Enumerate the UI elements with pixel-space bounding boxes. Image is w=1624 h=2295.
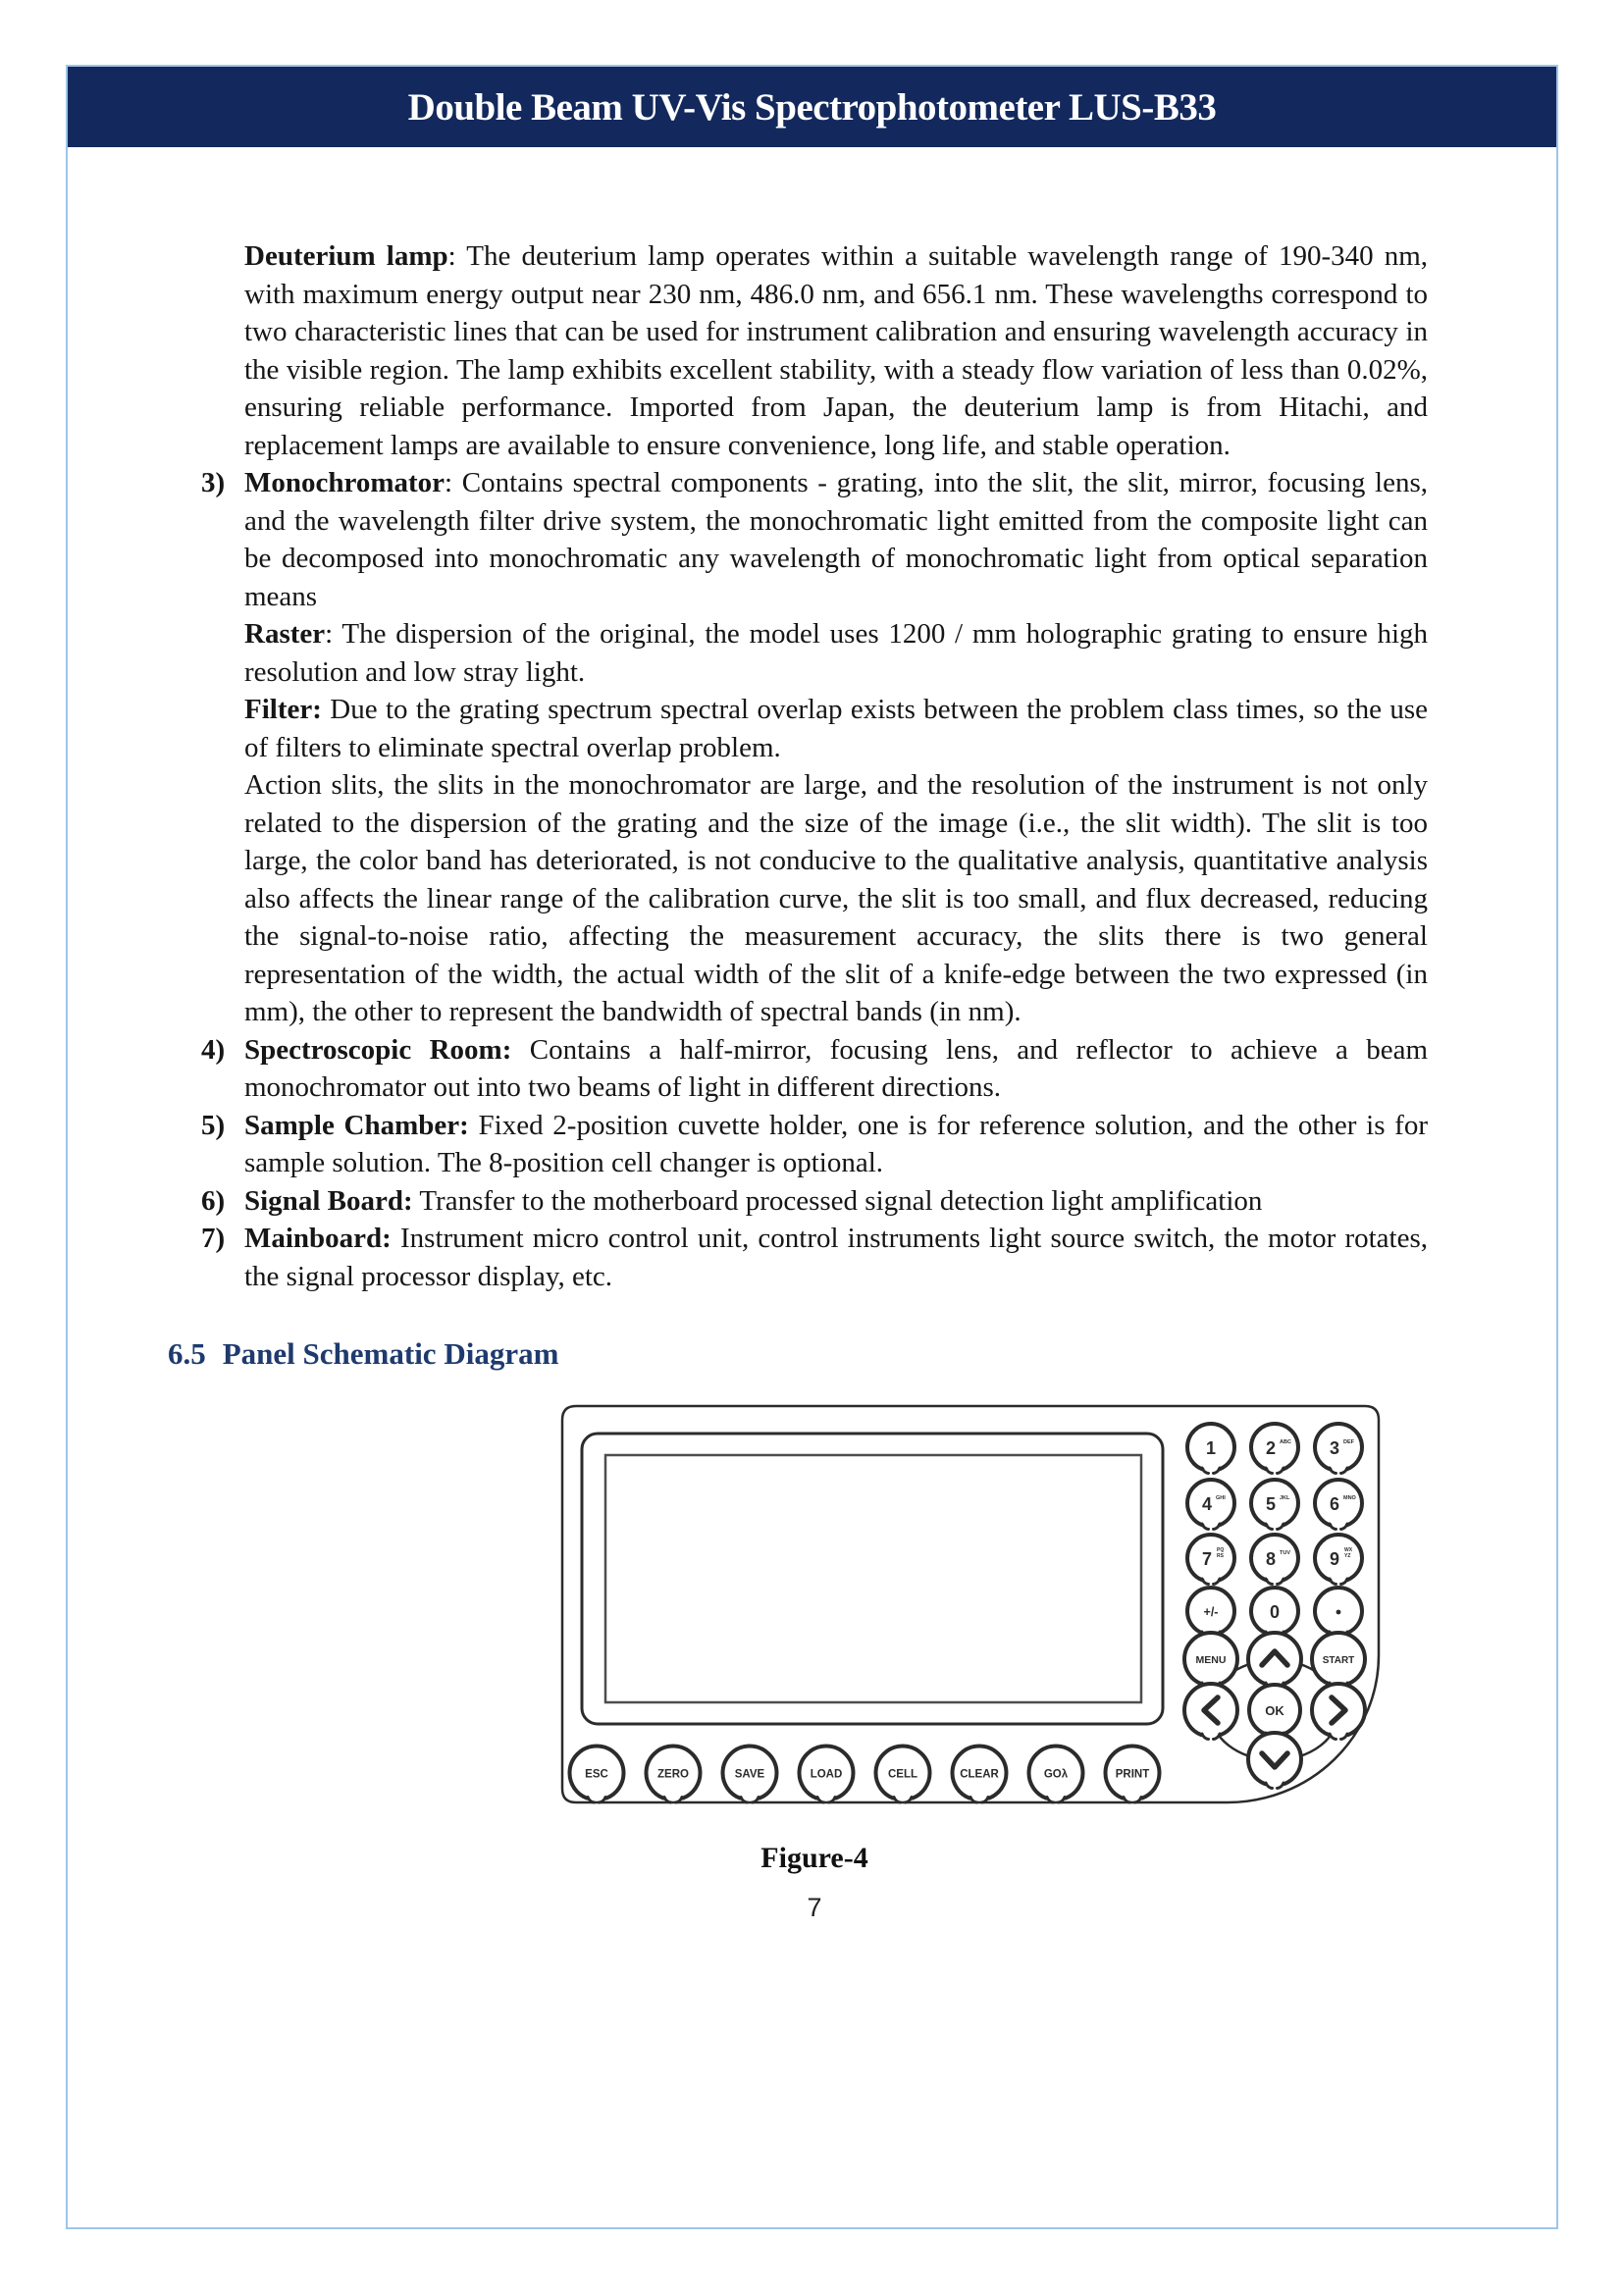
key-dot-button xyxy=(1315,1588,1362,1638)
key-6-button xyxy=(1315,1480,1362,1530)
monochromator-paragraph xyxy=(244,464,1428,615)
spectroscopic-room-text: Contains a half-mirror, focusing lens, and reflector to achieve a beam monochromator out into two beams of light in different directions. xyxy=(244,1033,1428,1103)
load-button xyxy=(800,1747,854,1803)
spectroscopic-room-paragraph xyxy=(244,1031,1428,1107)
signal-board-text: Transfer to the motherboard processed signal detection light amplification xyxy=(412,1184,1263,1217)
svg-text:LOAD: LOAD xyxy=(810,1768,843,1781)
page-content xyxy=(68,237,1556,1923)
svg-text:7: 7 xyxy=(1201,1549,1213,1569)
figure-caption: Figure-4 xyxy=(760,1842,868,1874)
svg-text:GHI: GHI xyxy=(1216,1495,1226,1501)
key-4-button xyxy=(1187,1480,1234,1530)
save-button xyxy=(723,1747,777,1803)
section-heading xyxy=(168,1334,1428,1374)
cell-button xyxy=(876,1747,930,1803)
section-number: 6.5 xyxy=(168,1336,206,1371)
mainboard-text: Instrument micro control unit, control instruments light source switch, the motor rotates, the signal processor display, etc. xyxy=(244,1223,1428,1292)
title-bar xyxy=(68,67,1556,147)
page-frame xyxy=(66,65,1558,2229)
filter-text: Due to the grating spectrum spectral overlap exists between the problem class times, so the use of filters to eliminate spectral overlap problem. xyxy=(244,694,1428,763)
action-slits-paragraph xyxy=(244,766,1428,1031)
zero-button xyxy=(647,1747,701,1803)
deuterium-lamp-paragraph xyxy=(244,237,1428,464)
key-3-button xyxy=(1315,1424,1362,1474)
up-arrow-button xyxy=(1248,1633,1301,1689)
list-item-6-number: 6) xyxy=(201,1184,226,1217)
deuterium-lamp-lead: Deuterium lamp xyxy=(244,240,448,272)
svg-text:1: 1 xyxy=(1205,1438,1217,1458)
panel-schematic-svg xyxy=(550,1398,1392,1820)
svg-text:GOλ: GOλ xyxy=(1043,1768,1069,1781)
raster-text: : The dispersion of the original, the model uses 1200 / mm holographic grating to ensure high resolution and low stray light. xyxy=(244,618,1428,688)
clear-button xyxy=(953,1747,1007,1803)
svg-text:MENU: MENU xyxy=(1195,1654,1227,1666)
svg-text:8: 8 xyxy=(1265,1549,1277,1569)
menu-button xyxy=(1184,1633,1237,1689)
sample-chamber-text: Fixed 2-position cuvette holder, one is for reference solution, and the other is for sample solution. The 8-position cell changer is optional. xyxy=(244,1109,1429,1178)
start-button xyxy=(1312,1633,1365,1689)
raster-paragraph xyxy=(244,615,1428,691)
key-9-button xyxy=(1315,1535,1362,1585)
key-1-button xyxy=(1187,1424,1234,1474)
display-screen xyxy=(605,1455,1141,1702)
svg-text:DEF: DEF xyxy=(1343,1439,1354,1445)
svg-text:CELL: CELL xyxy=(887,1768,918,1781)
key-7-button xyxy=(1187,1535,1234,1585)
svg-text:5: 5 xyxy=(1265,1494,1277,1514)
svg-text:ABC: ABC xyxy=(1280,1439,1291,1445)
svg-text:0: 0 xyxy=(1269,1602,1281,1622)
svg-text:WX: WX xyxy=(1344,1547,1353,1553)
left-arrow-button xyxy=(1184,1684,1237,1740)
right-arrow-button xyxy=(1312,1684,1365,1740)
svg-text:PRINT: PRINT xyxy=(1115,1768,1150,1781)
svg-text:6: 6 xyxy=(1329,1494,1340,1514)
key-8-button xyxy=(1251,1535,1298,1585)
document-title: Double Beam UV-Vis Spectrophotometer LUS-B33 xyxy=(407,85,1217,129)
svg-text:ESC: ESC xyxy=(585,1768,608,1781)
svg-text:RS: RS xyxy=(1217,1553,1224,1559)
list-item-5-number: 5) xyxy=(201,1109,226,1141)
mainboard-lead: Mainboard: xyxy=(244,1223,392,1254)
svg-text:TUV: TUV xyxy=(1280,1550,1290,1556)
monochromator-text: : Contains spectral components - grating, into the slit, the slit, mirror, focusing lens, and the wavelength filter drive system, the monochromatic light emitted from the composite light can be decomposed into monochromatic any wavelength of monochromatic light from optical separation means xyxy=(244,467,1428,612)
list-item-7-number: 7) xyxy=(201,1223,226,1254)
deuterium-lamp-text: : The deuterium lamp operates within a suitable wavelength range of 190-340 nm, with maximum energy output near 230 nm, 486.0 nm, and 656.1 nm. These wavelengths correspond to two characteristic lines that can be used for instrument calibration and ensuring wavelength accuracy in the visible region. The lamp exhibits excellent stability, with a steady flow variation of less than 0.02%, ensuring reliable performance. Imported from Japan, the deuterium lamp is from Hitachi, and replacement lamps are available to ensure convenience, long life, and stable operation. xyxy=(244,240,1429,461)
mainboard-paragraph xyxy=(244,1220,1428,1295)
svg-text:ZERO: ZERO xyxy=(657,1768,689,1781)
list-item-3-body xyxy=(244,464,1428,1031)
signal-board-lead: Signal Board: xyxy=(244,1184,413,1217)
key-5-button xyxy=(1251,1480,1298,1530)
section-title: Panel Schematic Diagram xyxy=(222,1336,559,1371)
svg-text:YZ: YZ xyxy=(1344,1553,1351,1559)
ok-button xyxy=(1249,1685,1300,1739)
filter-paragraph xyxy=(244,691,1428,766)
svg-text:3: 3 xyxy=(1329,1438,1340,1458)
down-arrow-button xyxy=(1248,1733,1301,1789)
raster-lead: Raster xyxy=(244,618,326,650)
key-0-button xyxy=(1251,1588,1298,1638)
list-item-5 xyxy=(201,1107,1428,1182)
list-item-4-number: 4) xyxy=(201,1033,226,1066)
print-button xyxy=(1106,1747,1160,1803)
list-item-3-number: 3) xyxy=(201,467,226,498)
svg-text:MNO: MNO xyxy=(1343,1495,1356,1501)
go-wavelength-button xyxy=(1029,1747,1083,1803)
svg-text:2: 2 xyxy=(1265,1438,1277,1458)
svg-text:+/-: +/- xyxy=(1203,1605,1219,1619)
list-item-3 xyxy=(201,464,1428,1031)
panel-schematic-figure xyxy=(550,1398,1392,1820)
signal-board-paragraph xyxy=(244,1182,1428,1221)
svg-text:PQ: PQ xyxy=(1217,1547,1225,1553)
list-item-6 xyxy=(201,1182,1428,1221)
esc-button xyxy=(570,1747,624,1803)
svg-text:SAVE: SAVE xyxy=(734,1768,765,1781)
svg-text:CLEAR: CLEAR xyxy=(960,1768,999,1781)
svg-text:OK: OK xyxy=(1265,1703,1284,1718)
svg-text:JKL: JKL xyxy=(1280,1495,1290,1501)
page-number: 7 xyxy=(807,1893,822,1922)
svg-text:9: 9 xyxy=(1329,1549,1340,1569)
svg-text:START: START xyxy=(1322,1655,1355,1666)
list-item-4 xyxy=(201,1031,1428,1107)
key-plus-minus-button xyxy=(1187,1588,1234,1638)
sample-chamber-paragraph xyxy=(244,1107,1428,1182)
filter-lead: Filter: xyxy=(244,694,322,725)
key-2-button xyxy=(1251,1424,1298,1474)
list-item-7 xyxy=(201,1220,1428,1295)
monochromator-lead: Monochromator xyxy=(244,467,445,498)
action-slits-text: Action slits, the slits in the monochromator are large, and the resolution of the instrument is not only related to the dispersion of the grating and the size of the image (i.e., the slit width). The slit is too large, the color band has deteriorated, is not conducive to the qualitative analysis, quantitative analysis also affects the linear range of the calibration curve, the slit is too small, and flux decreased, reducing the signal-to-noise ratio, affecting the measurement accuracy, the slits there is two general representation of the width, the actual width of the slit of a knife-edge between the two expressed (in mm), the other to represent the bandwidth of spectral bands (in nm). xyxy=(244,769,1428,1027)
sample-chamber-lead: Sample Chamber: xyxy=(244,1109,469,1141)
spectroscopic-room-lead: Spectroscopic Room: xyxy=(244,1033,512,1066)
svg-text:4: 4 xyxy=(1201,1494,1213,1514)
